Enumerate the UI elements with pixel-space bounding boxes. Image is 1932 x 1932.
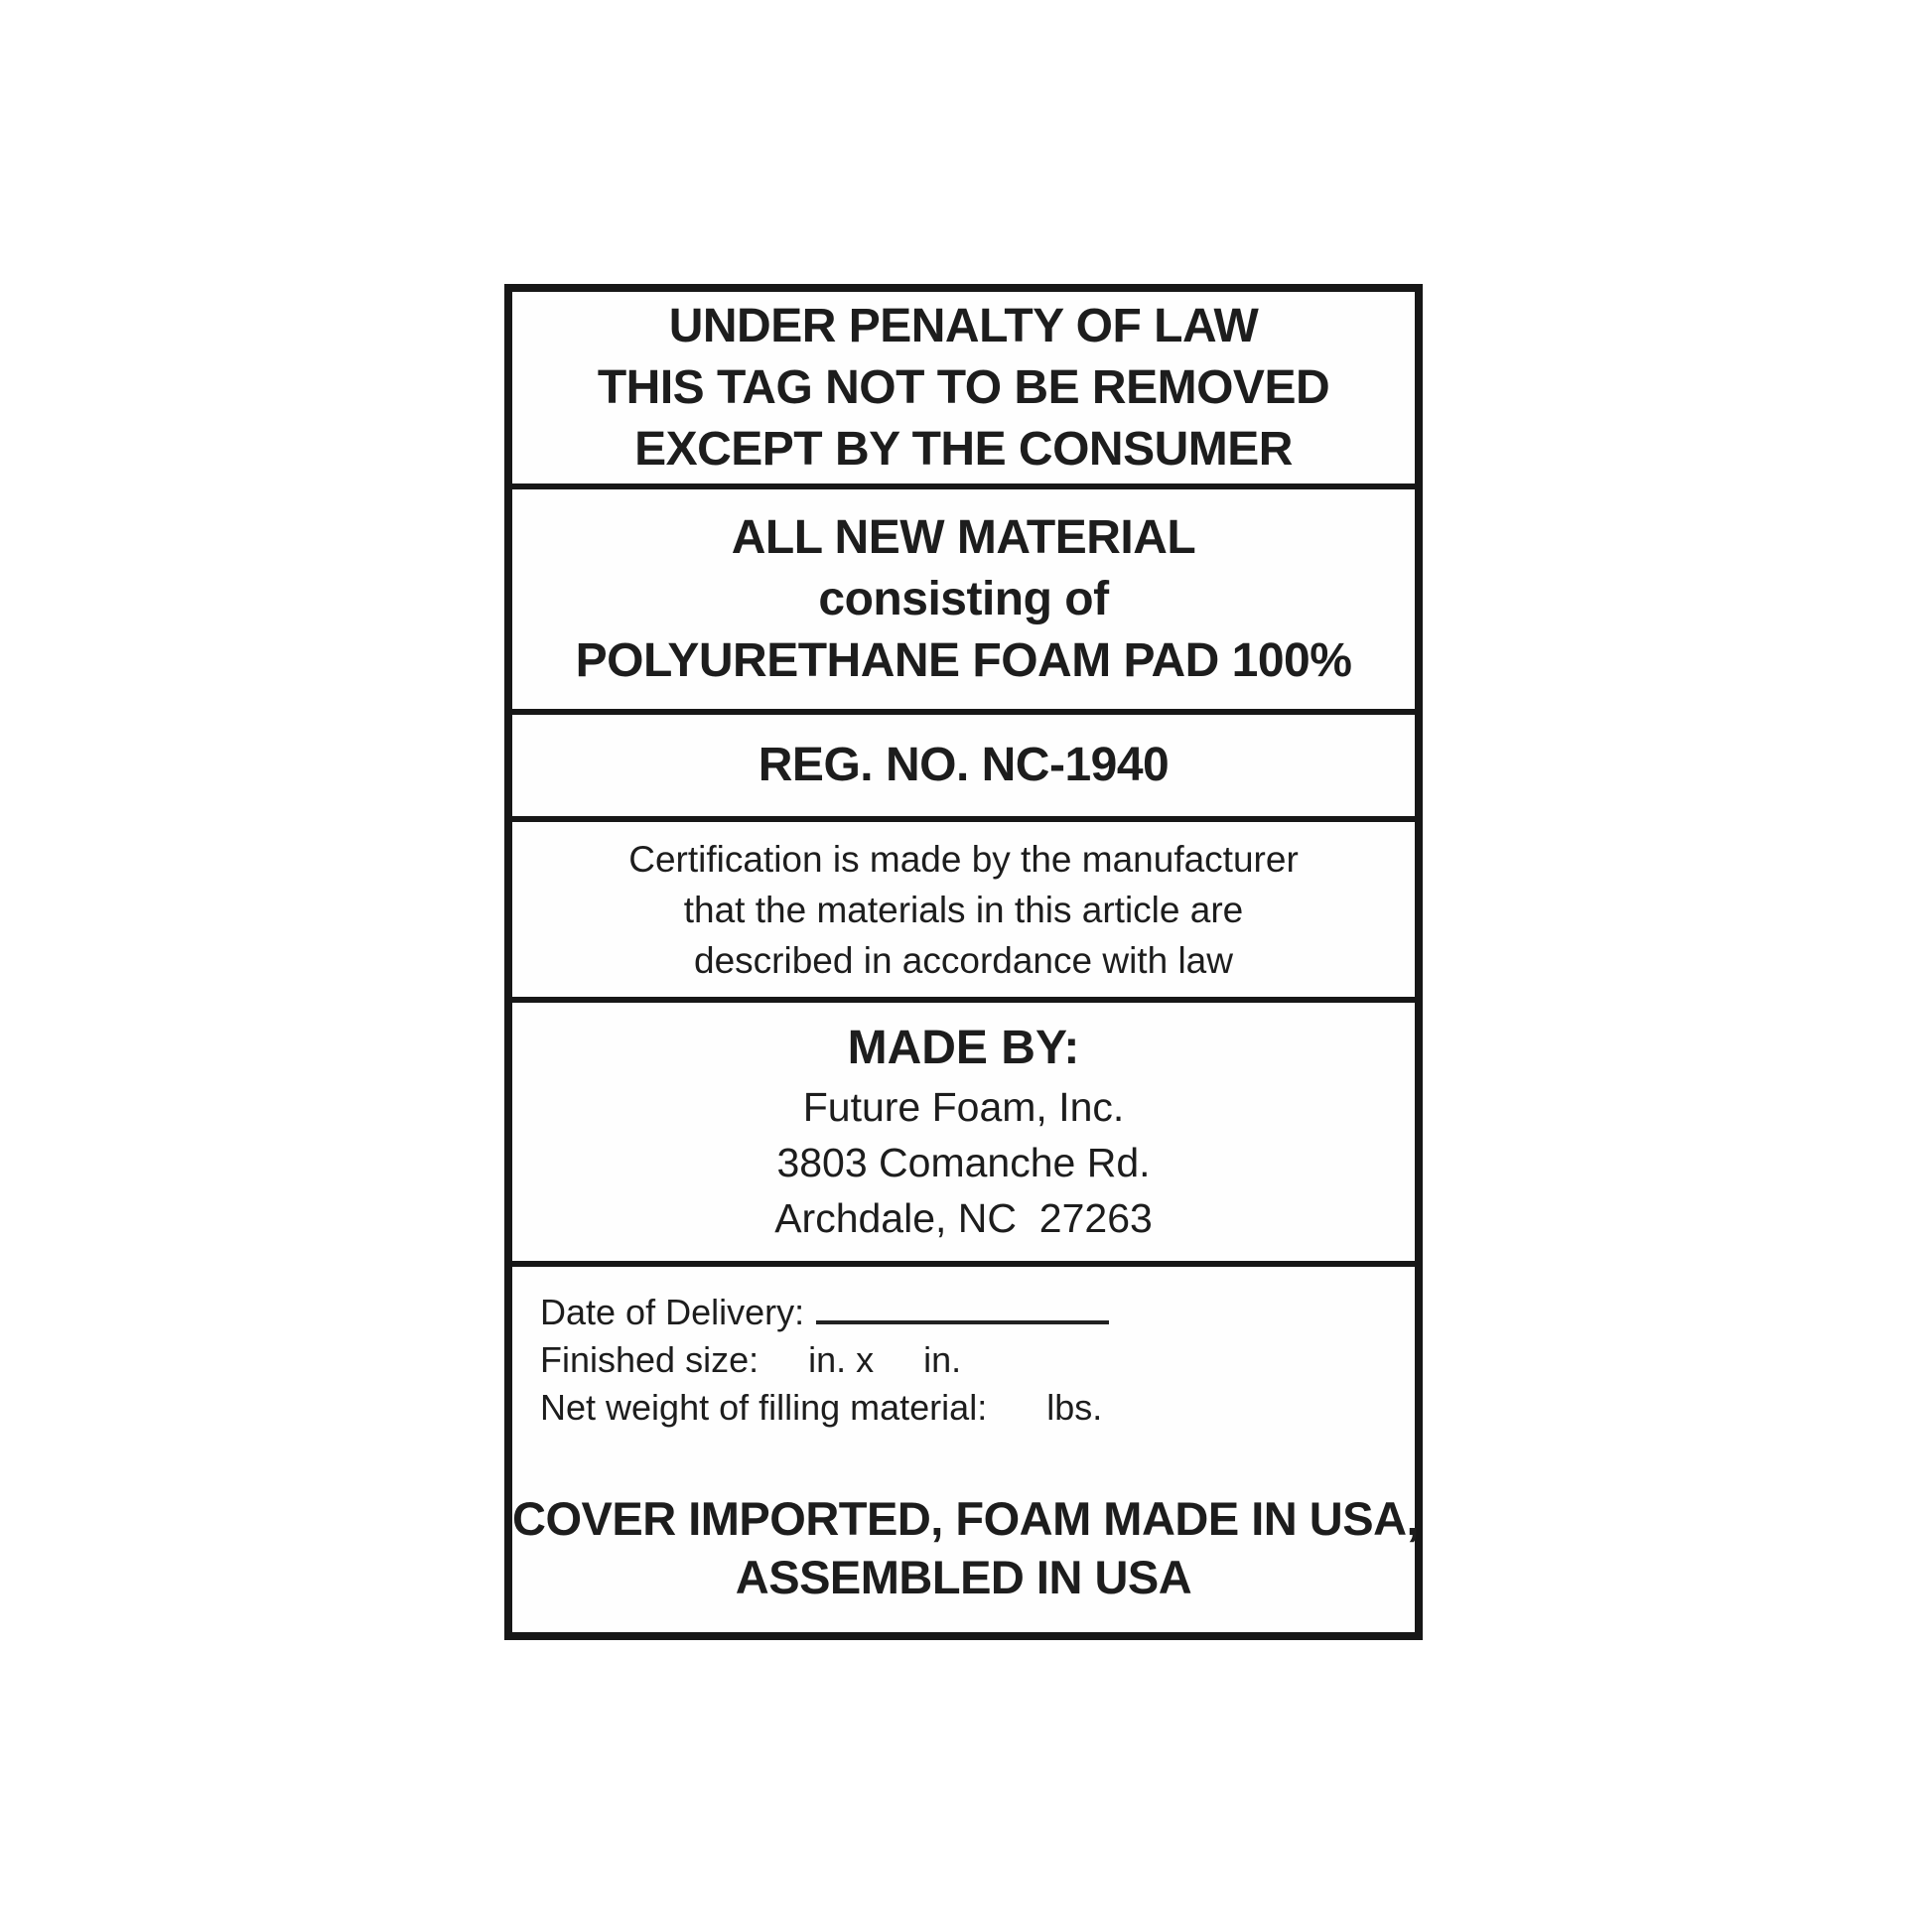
penalty-line-1: UNDER PENALTY OF LAW (668, 299, 1259, 352)
manufacturer-city-state-zip: Archdale, NC 27263 (774, 1195, 1153, 1241)
penalty-section (512, 292, 1415, 489)
made-by-heading: MADE BY: (847, 1022, 1080, 1074)
origin-statement-line-1: COVER IMPORTED, FOAM MADE IN USA, (512, 1492, 1420, 1545)
finished-size-field: Finished size: in. x in. (540, 1339, 962, 1380)
date-of-delivery-field (512, 1289, 1415, 1336)
certification-line-2: that the materials in this article are (683, 889, 1244, 930)
registration-number: REG. NO. NC-1940 (758, 739, 1170, 791)
penalty-line-2: THIS TAG NOT TO BE REMOVED (597, 360, 1330, 414)
origin-statement-line-2: ASSEMBLED IN USA (735, 1551, 1192, 1603)
material-section (512, 489, 1415, 715)
penalty-line-3: EXCEPT BY THE CONSUMER (634, 422, 1293, 476)
registration-section (512, 715, 1415, 822)
net-weight-field: Net weight of filling material: lbs. (540, 1387, 1103, 1428)
material-line-2: consisting of (818, 572, 1109, 625)
certification-line-3: described in accordance with law (694, 939, 1233, 981)
date-fill-line (816, 1289, 1109, 1324)
details-spacer (512, 1432, 1415, 1489)
law-label-tag (504, 284, 1423, 1640)
manufacturer-name: Future Foam, Inc. (802, 1084, 1125, 1130)
material-line-1: ALL NEW MATERIAL (731, 510, 1196, 564)
details-section (512, 1267, 1420, 1632)
manufacturer-street: 3803 Comanche Rd. (776, 1140, 1151, 1185)
material-line-3: POLYURETHANE FOAM PAD 100% (575, 633, 1352, 687)
date-of-delivery-label: Date of Delivery: (540, 1292, 805, 1332)
certification-section (512, 822, 1415, 1003)
certification-line-1: Certification is made by the manufacturer (628, 838, 1299, 880)
made-by-section (512, 1003, 1415, 1267)
